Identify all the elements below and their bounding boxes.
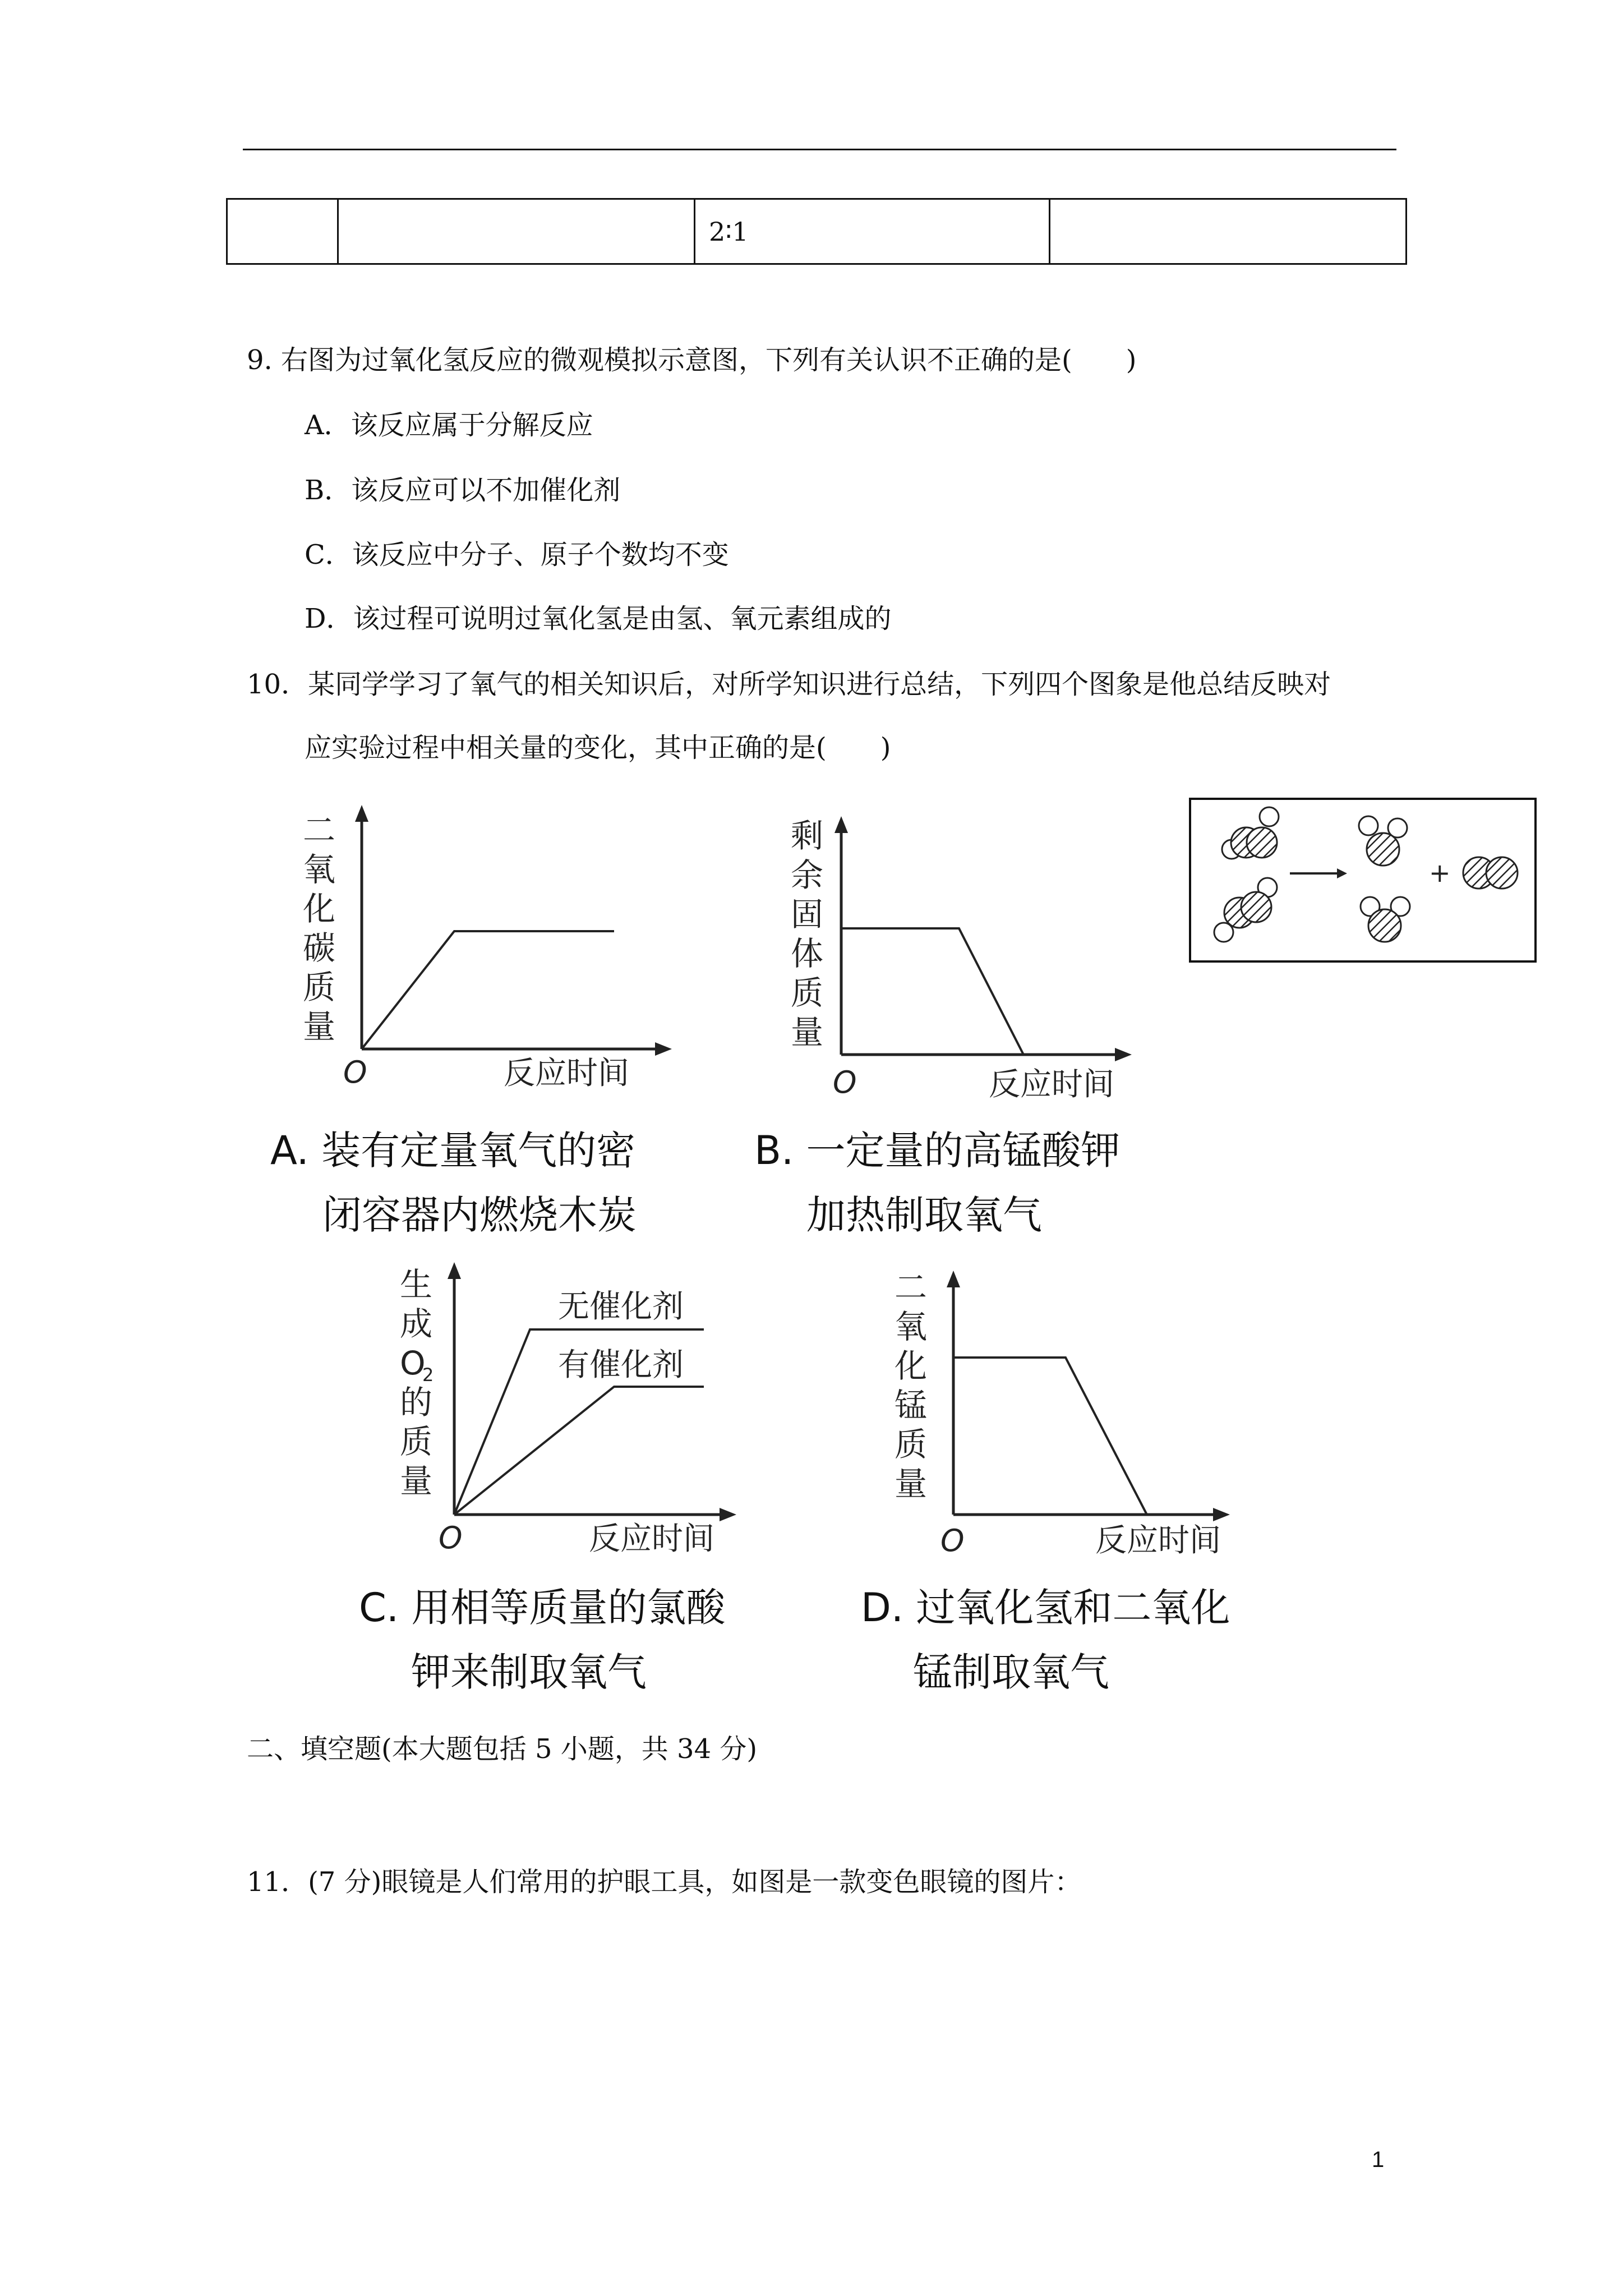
graph-a-caption-1: A. 装有定量氧气的密 (270, 1128, 636, 1174)
y-label-char: 量 (303, 1007, 336, 1046)
data-line (953, 1358, 1147, 1515)
graph-c-caption-1: C. 用相等质量的氯酸 (359, 1585, 726, 1631)
data-line (841, 928, 1023, 1055)
graph-b-caption-1: B. 一定量的高锰酸钾 (754, 1128, 1121, 1174)
series-label-no-catalyst: 无催化剂 (558, 1289, 684, 1325)
table-cell (227, 199, 338, 264)
y-label-char: 质 (400, 1423, 433, 1461)
q9-stem: 9. 右图为过氧化氢反应的微观模拟示意图，下列有关认识不正确的是( ) (247, 344, 1137, 376)
y-label-char: 氧 (303, 850, 336, 889)
x-axis-label: 反应时间 (1095, 1522, 1221, 1559)
y-label-char: 化 (895, 1347, 928, 1385)
product-oxygen (1463, 857, 1518, 889)
answer-table-row (226, 198, 1407, 265)
x-axis-arrow (1115, 1048, 1132, 1061)
q9-option-b: B．该反应可以不加催化剂 (305, 475, 621, 506)
graph-d-caption-2: 锰制取氧气 (913, 1649, 1109, 1695)
x-axis-arrow (655, 1042, 672, 1056)
y-axis-arrow (834, 816, 848, 833)
table-cell (338, 199, 695, 264)
graph-a-caption-2: 闭容器内燃烧木炭 (322, 1192, 637, 1238)
origin-label: O (439, 1520, 463, 1556)
graph-d (883, 1265, 1253, 1579)
graph-b (777, 808, 1147, 1122)
origin-label: O (343, 1055, 367, 1090)
y-label-char: 生 (400, 1266, 433, 1304)
q9-option-c: C．该反应中分子、原子个数均不变 (305, 539, 729, 570)
series-line-with-catalyst (454, 1387, 704, 1515)
y-label-char: 质 (303, 968, 336, 1006)
plus-sign: + (1429, 858, 1451, 888)
y-label-char: O (400, 1344, 426, 1382)
y-axis-arrow (355, 805, 368, 822)
graph-a (292, 797, 695, 1111)
y-label-char: 量 (791, 1013, 824, 1051)
y-label-char: 二 (303, 811, 336, 849)
y-label-char: 量 (400, 1462, 433, 1500)
y-label-subscript: 2 (422, 1364, 434, 1386)
graph-b-caption-2: 加热制取氧气 (806, 1192, 1042, 1238)
y-axis-arrow (947, 1271, 960, 1287)
origin-label: O (940, 1523, 965, 1558)
graph-c (390, 1251, 760, 1576)
y-label-char: 的 (400, 1383, 433, 1421)
x-axis-label: 反应时间 (504, 1055, 629, 1092)
y-label-char: 量 (895, 1465, 928, 1503)
y-label-char: 剩 (791, 817, 824, 855)
header-rule (243, 149, 1396, 150)
y-label-char: 体 (791, 935, 824, 973)
origin-label: O (833, 1065, 857, 1100)
graph-c-caption-2: 钾来制取氧气 (411, 1649, 647, 1695)
q9-option-a: A．该反应属于分解反应 (305, 409, 593, 441)
y-label-char: 质 (895, 1425, 928, 1464)
q11-stem: 11．(7 分)眼镜是人们常用的护眼工具，如图是一款变色眼镜的图片： (247, 1866, 1082, 1898)
table-cell: 2∶1 (695, 199, 1050, 264)
x-axis-arrow (720, 1508, 736, 1521)
y-label-char: 二 (895, 1268, 928, 1306)
y-label-char: 化 (303, 890, 336, 928)
y-label-char: 固 (791, 895, 824, 933)
y-label-char: 锰 (895, 1386, 928, 1424)
y-label-char: 余 (791, 856, 824, 894)
series-label-with-catalyst: 有催化剂 (558, 1347, 684, 1383)
x-axis-label: 反应时间 (589, 1521, 714, 1557)
x-axis-label: 反应时间 (989, 1066, 1114, 1103)
table-cell (1050, 199, 1407, 264)
q9-option-d: D．该过程可说明过氧化氢是由氢、氧元素组成的 (305, 603, 892, 634)
table-row (227, 199, 1407, 264)
y-label-char: 质 (791, 974, 824, 1012)
section-2-heading: 二、填空题(本大题包括 5 小题，共 34 分) (247, 1733, 758, 1765)
y-axis-arrow (448, 1262, 461, 1279)
q10-stem-line1: 10．某同学学习了氧气的相关知识后，对所学知识进行总结，下列四个图象是他总结反映对 (247, 669, 1331, 700)
molecule-diagram (1189, 798, 1537, 963)
page-number: 1 (1372, 2147, 1385, 2172)
y-label-char: 碳 (303, 929, 336, 967)
q10-stem-line2: 应实验过程中相关量的变化，其中正确的是( ) (305, 732, 891, 763)
data-line (362, 931, 614, 1049)
y-label-char: 成 (400, 1305, 433, 1343)
y-label-char: 氧 (895, 1308, 928, 1346)
graph-d-caption-1: D. 过氧化氢和二氧化 (861, 1585, 1230, 1631)
x-axis-arrow (1213, 1508, 1230, 1521)
